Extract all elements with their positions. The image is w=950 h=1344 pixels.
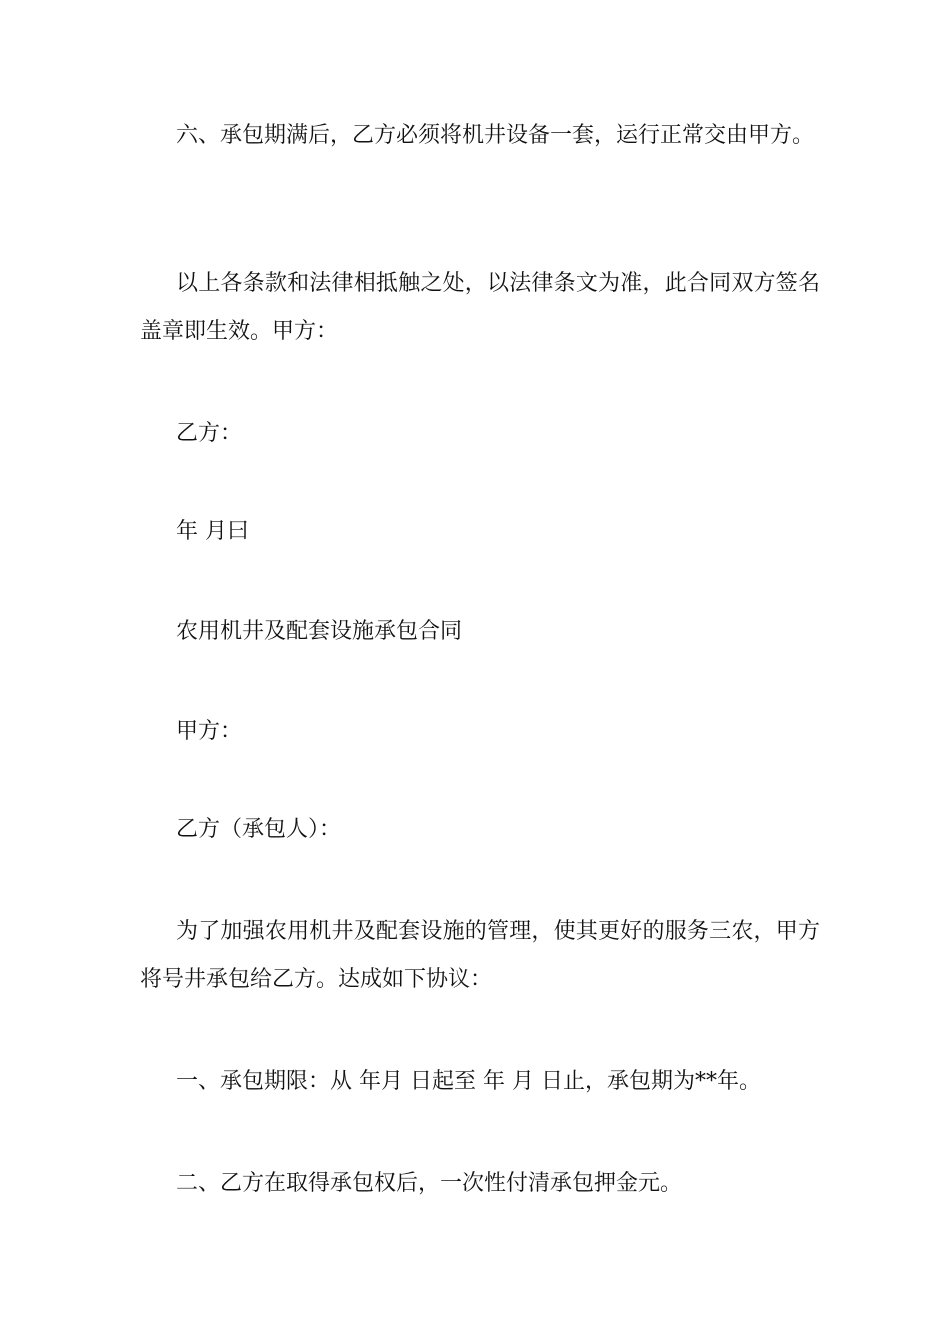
paragraph-term-clause: 一、承包期限：从 年月 日起至 年 月 日止，承包期为**年。: [176, 1069, 761, 1094]
paragraph-date-line: 年 月曰: [176, 519, 249, 544]
paragraph-legal-precedence: 以上各条款和法律相抵触之处，以法律条文为准，此合同双方签名盖章即生效。甲方：: [140, 271, 820, 344]
paragraph-party-a: 甲方：: [176, 719, 243, 744]
paragraph-party-b-contractor: 乙方（承包人）：: [176, 817, 342, 842]
paragraph-handover-clause: 六、承包期满后，乙方必须将机井设备一套，运行正常交由甲方。: [176, 123, 815, 148]
paragraph-purpose: 为了加强农用机井及配套设施的管理，使其更好的服务三农，甲方将号井承包给乙方。达成如下协议：: [140, 919, 820, 992]
contract-title: 农用机井及配套设施承包合同: [176, 619, 463, 644]
paragraph-party-b-signature: 乙方：: [176, 421, 243, 446]
paragraph-deposit-clause: 二、乙方在取得承包权后，一次性付清承包押金元。: [176, 1171, 683, 1196]
